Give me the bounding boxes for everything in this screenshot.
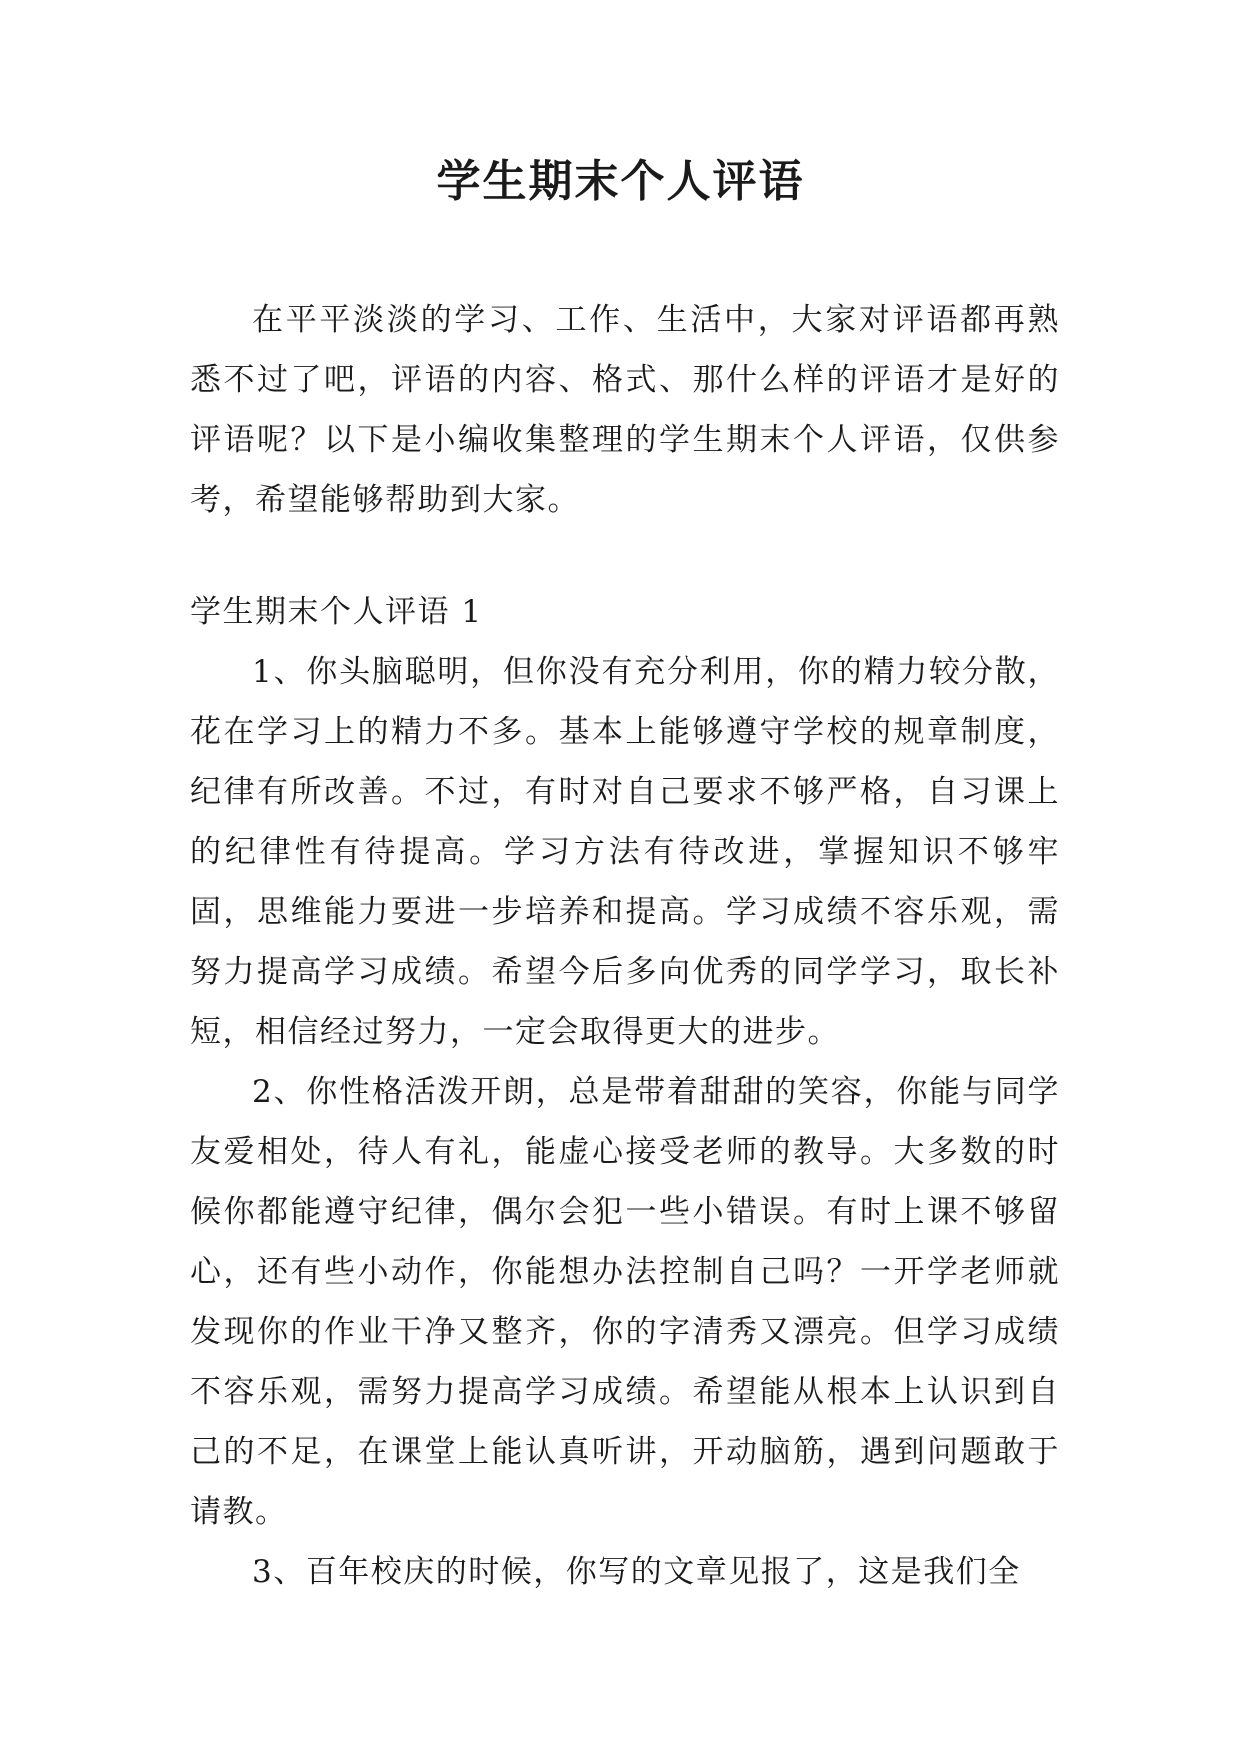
document-title: 学生期末个人评语	[436, 156, 805, 207]
comment-paragraph-3: 3、百年校庆的时候，你写的文章见报了，这是我们全	[252, 1554, 1021, 1590]
section-heading: 学生期末个人评语 1	[190, 594, 483, 630]
comment-paragraph-1: 1、你头脑聪明，但你没有充分利用，你的精力较分散，花在学习上的精力不多。基本上能够遵守学校的规章制度，纪律有所改善。不过，有时对自己要求不够严格，自习课上的纪律性有待提高。学习方法有待改进，掌握知识不够牢固，思维能力要进一步培养和提高。学习成绩不容乐观，需努力提高学习成绩。希望今后多向优秀的同学学习，取长补短，相信经过努力，一定会取得更大的进步。	[190, 654, 1060, 1050]
document-body	[190, 290, 1060, 1602]
comment-paragraph-2: 2、你性格活泼开朗，总是带着甜甜的笑容，你能与同学友爱相处，待人有礼，能虚心接受老师的教导。大多数的时候你都能遵守纪律，偶尔会犯一些小错误。有时上课不够留心，还有些小动作，你能想办法控制自己吗？一开学老师就发现你的作业干净又整齐，你的字清秀又漂亮。但学习成绩不容乐观，需努力提高学习成绩。希望能从根本上认识到自己的不足，在课堂上能认真听讲，开动脑筋，遇到问题敢于请教。	[190, 1074, 1060, 1530]
intro-paragraph: 在平平淡淡的学习、工作、生活中，大家对评语都再熟悉不过了吧，评语的内容、格式、那什么样的评语才是好的评语呢？以下是小编收集整理的学生期末个人评语，仅供参考，希望能够帮助到大家。	[190, 302, 1060, 518]
